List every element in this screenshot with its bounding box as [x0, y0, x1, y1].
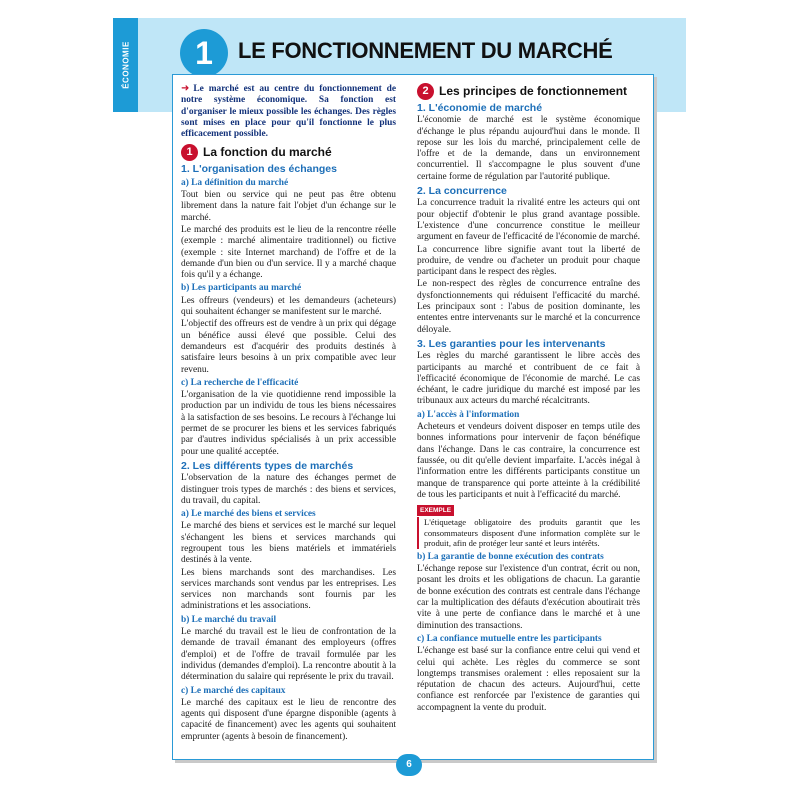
intro-paragraph	[181, 83, 396, 140]
paragraph: L'économie de marché est le système économique d'échange le plus répandu aujourd'hui dans le monde. Il repose sur les lois du marché, principalement celle de l'offre et de la demande, dans un environnement concurrentiel. Il s'accompagne le plus souvent d'une certaine forme de régulation par l'autorité publique.	[417, 115, 640, 182]
sub-subsection-title: a) Le marché des biens et services	[181, 509, 316, 520]
sub-subsection-title: a) La définition du marché	[181, 177, 289, 188]
section-heading-2	[417, 83, 640, 100]
paragraph: Le marché du travail est le lieu de confrontation de la demande de travail émanant des employeurs (offres d'emploi) et de l'offre de travail formulée par les individus (demandes d'emploi). La rencontre aboutit à la détermination du salaire qui représente le prix du travail.	[181, 627, 396, 683]
paragraph: L'échange est basé sur la confiance entre celui qui vend et celui qui achète. Les règles du commerce se sont longtemps transmises oralement : elles reposaient sur la réputation de chacun des acteurs. Aujourd'hui, cette confiance est renforcée par l'existence de garanties qui accompagnent la vente du produit.	[417, 646, 640, 713]
arrow-right-icon: ➜	[181, 83, 190, 94]
subsection-title: 1. L'organisation des échanges	[181, 163, 337, 176]
chapter-title: LE FONCTIONNEMENT DU MARCHÉ	[238, 38, 613, 63]
intro-text: Le marché est au centre du fonctionnement de notre système économique. Sa fonction est d'organiser le mieux possible les échanges. Des règles sont mises en place pour qu'il fonctionne le plus efficacement possible.	[181, 84, 396, 140]
paragraph: L'organisation de la vie quotidienne rend impossible la production par un individu de tous les biens nécessaires à la satisfaction de ses besoins. Le recours à l'échange lui permet de se procurer les biens et les services fabriqués par d'autres individus spécialisés à un prix accessible pour une qualité acceptée.	[181, 390, 396, 457]
section-number-badge: 1	[181, 144, 198, 161]
sub-subsection-title: c) La confiance mutuelle entre les participants	[417, 633, 602, 644]
side-tab-label: ÉCONOMIE	[121, 41, 130, 89]
paragraph: L'observation de la nature des échanges permet de distinguer trois types de marchés : des biens et services, du travail, du capital.	[181, 473, 396, 506]
paragraph: L'objectif des offreurs est de vendre à un prix qui dégage un bénéfice aussi élevé que possible. Celui des demandeurs est d'acquérir des produits destinés à satisfaire leurs besoins à un prix compatible avec leur revenu.	[181, 319, 396, 375]
sub-subsection-title: b) Les participants au marché	[181, 283, 302, 294]
sub-subsection-title: c) La recherche de l'efficacité	[181, 377, 299, 388]
subsection-title: 3. Les garanties pour les intervenants	[417, 337, 606, 350]
section-title: Les principes de fonctionnement	[439, 83, 628, 98]
paragraph: Acheteurs et vendeurs doivent disposer en temps utile des bonnes informations pour intervenir de façon bénéfique dans l'échange. Dans le cas contraire, la concurrence est faussée, ou dit qu'elle devient imparfaite. L'accès inégal à l'information entre les différents participants constitue un manque de transparence qui porte atteinte à la crédibilité de tous les participants et nuit à l'efficacité du marché.	[417, 422, 640, 500]
paragraph: L'échange repose sur l'existence d'un contrat, écrit ou non, posant les droits et les obligations de chacun. La garantie de bonne exécution des contrats est centrale dans l'échange car la multiplication des défauts d'exécution aboutirait très vite à une perte de confiance dans le marché et à une diminution des transactions.	[417, 564, 640, 631]
section-number-badge: 2	[417, 83, 434, 100]
paragraph: Tout bien ou service qui ne peut pas être obtenu librement dans la nature fait l'objet d'un échange sur le marché.	[181, 190, 396, 223]
paragraph: Les offreurs (vendeurs) et les demandeurs (acheteurs) qui souhaitent échanger se manifestent sur le marché.	[181, 295, 396, 318]
sub-subsection-title: b) Le marché du travail	[181, 614, 277, 625]
subsection-title: 1. L'économie de marché	[417, 102, 543, 114]
paragraph: Le marché des biens et services est le marché sur lequel s'échangent les biens et services marchands qui regroupent tous les biens matériels et immatériels destinés à la vente.	[181, 521, 396, 566]
sub-subsection-title: b) La garantie de bonne exécution des contrats	[417, 551, 604, 562]
paragraph: Le marché des produits est le lieu de la rencontre réelle (exemple : marché alimentaire traditionnel) ou fictive (exemple : site Internet marchand) de l'offre et de la demande d'un bien ou d'un service. Il y a marché chaque fois qu'il y a échange.	[181, 224, 396, 281]
content-panel	[172, 74, 654, 760]
left-column	[181, 83, 396, 744]
side-tab	[113, 18, 138, 112]
exemple-badge: EXEMPLE	[417, 505, 454, 516]
section-heading-1	[181, 144, 396, 161]
paragraph: Les règles du marché garantissent le libre accès des participants au marché et contribuent de ce fait à l'efficacité économique de l'économie de marché. Le cas échéant, le cadre juridique du marché est imposé par les tribunaux aux acteurs du marché récalcitrants.	[417, 351, 640, 407]
subsection-title: 2. Les différents types de marchés	[181, 459, 354, 472]
paragraph: Le non-respect des règles de concurrence entraîne des dysfonctionnements qui réduisent l'efficacité du marché. Les principaux sont : l'abus de position dominante, les ententes entre intervenants sur le marché et la concurrence déloyale.	[417, 279, 640, 335]
page-number: 6	[396, 754, 422, 776]
sub-subsection-title: c) Le marché des capitaux	[181, 685, 286, 696]
right-column	[417, 83, 640, 715]
chapter-number: 1	[180, 29, 228, 77]
section-title: La fonction du marché	[203, 145, 332, 160]
paragraph: Les biens marchands sont des marchandises. Les services marchands sont vendus par les entreprises. Les services non marchands sont fournis par les administrations et les associations.	[181, 567, 396, 612]
paragraph: La concurrence traduit la rivalité entre les acteurs qui ont pour objectif d'obtenir le plus grand avantage possible. L'existence d'une concurrence constitue le meilleur argument en faveur de l'efficacité de l'économie de marché.	[417, 198, 640, 243]
sub-subsection-title: a) L'accès à l'information	[417, 409, 520, 420]
subsection-title: 2. La concurrence	[417, 185, 507, 198]
paragraph: La concurrence libre signifie avant tout la liberté de produire, de vendre ou d'acheter un produit pour chaque participant dans le respect des règles.	[417, 244, 640, 278]
exemple-box: L'étiquetage obligatoire des produits garantit que les consommateurs disposent d'une information complète sur le produit, afin de protéger leur santé et leurs intérêts.	[417, 517, 640, 549]
paragraph: Le marché des capitaux est le lieu de rencontre des agents qui disposent d'une épargne disponible (agents à capacité de financement) avec les agents qui souhaitent emprunter (agents à besoin de financement).	[181, 697, 396, 742]
